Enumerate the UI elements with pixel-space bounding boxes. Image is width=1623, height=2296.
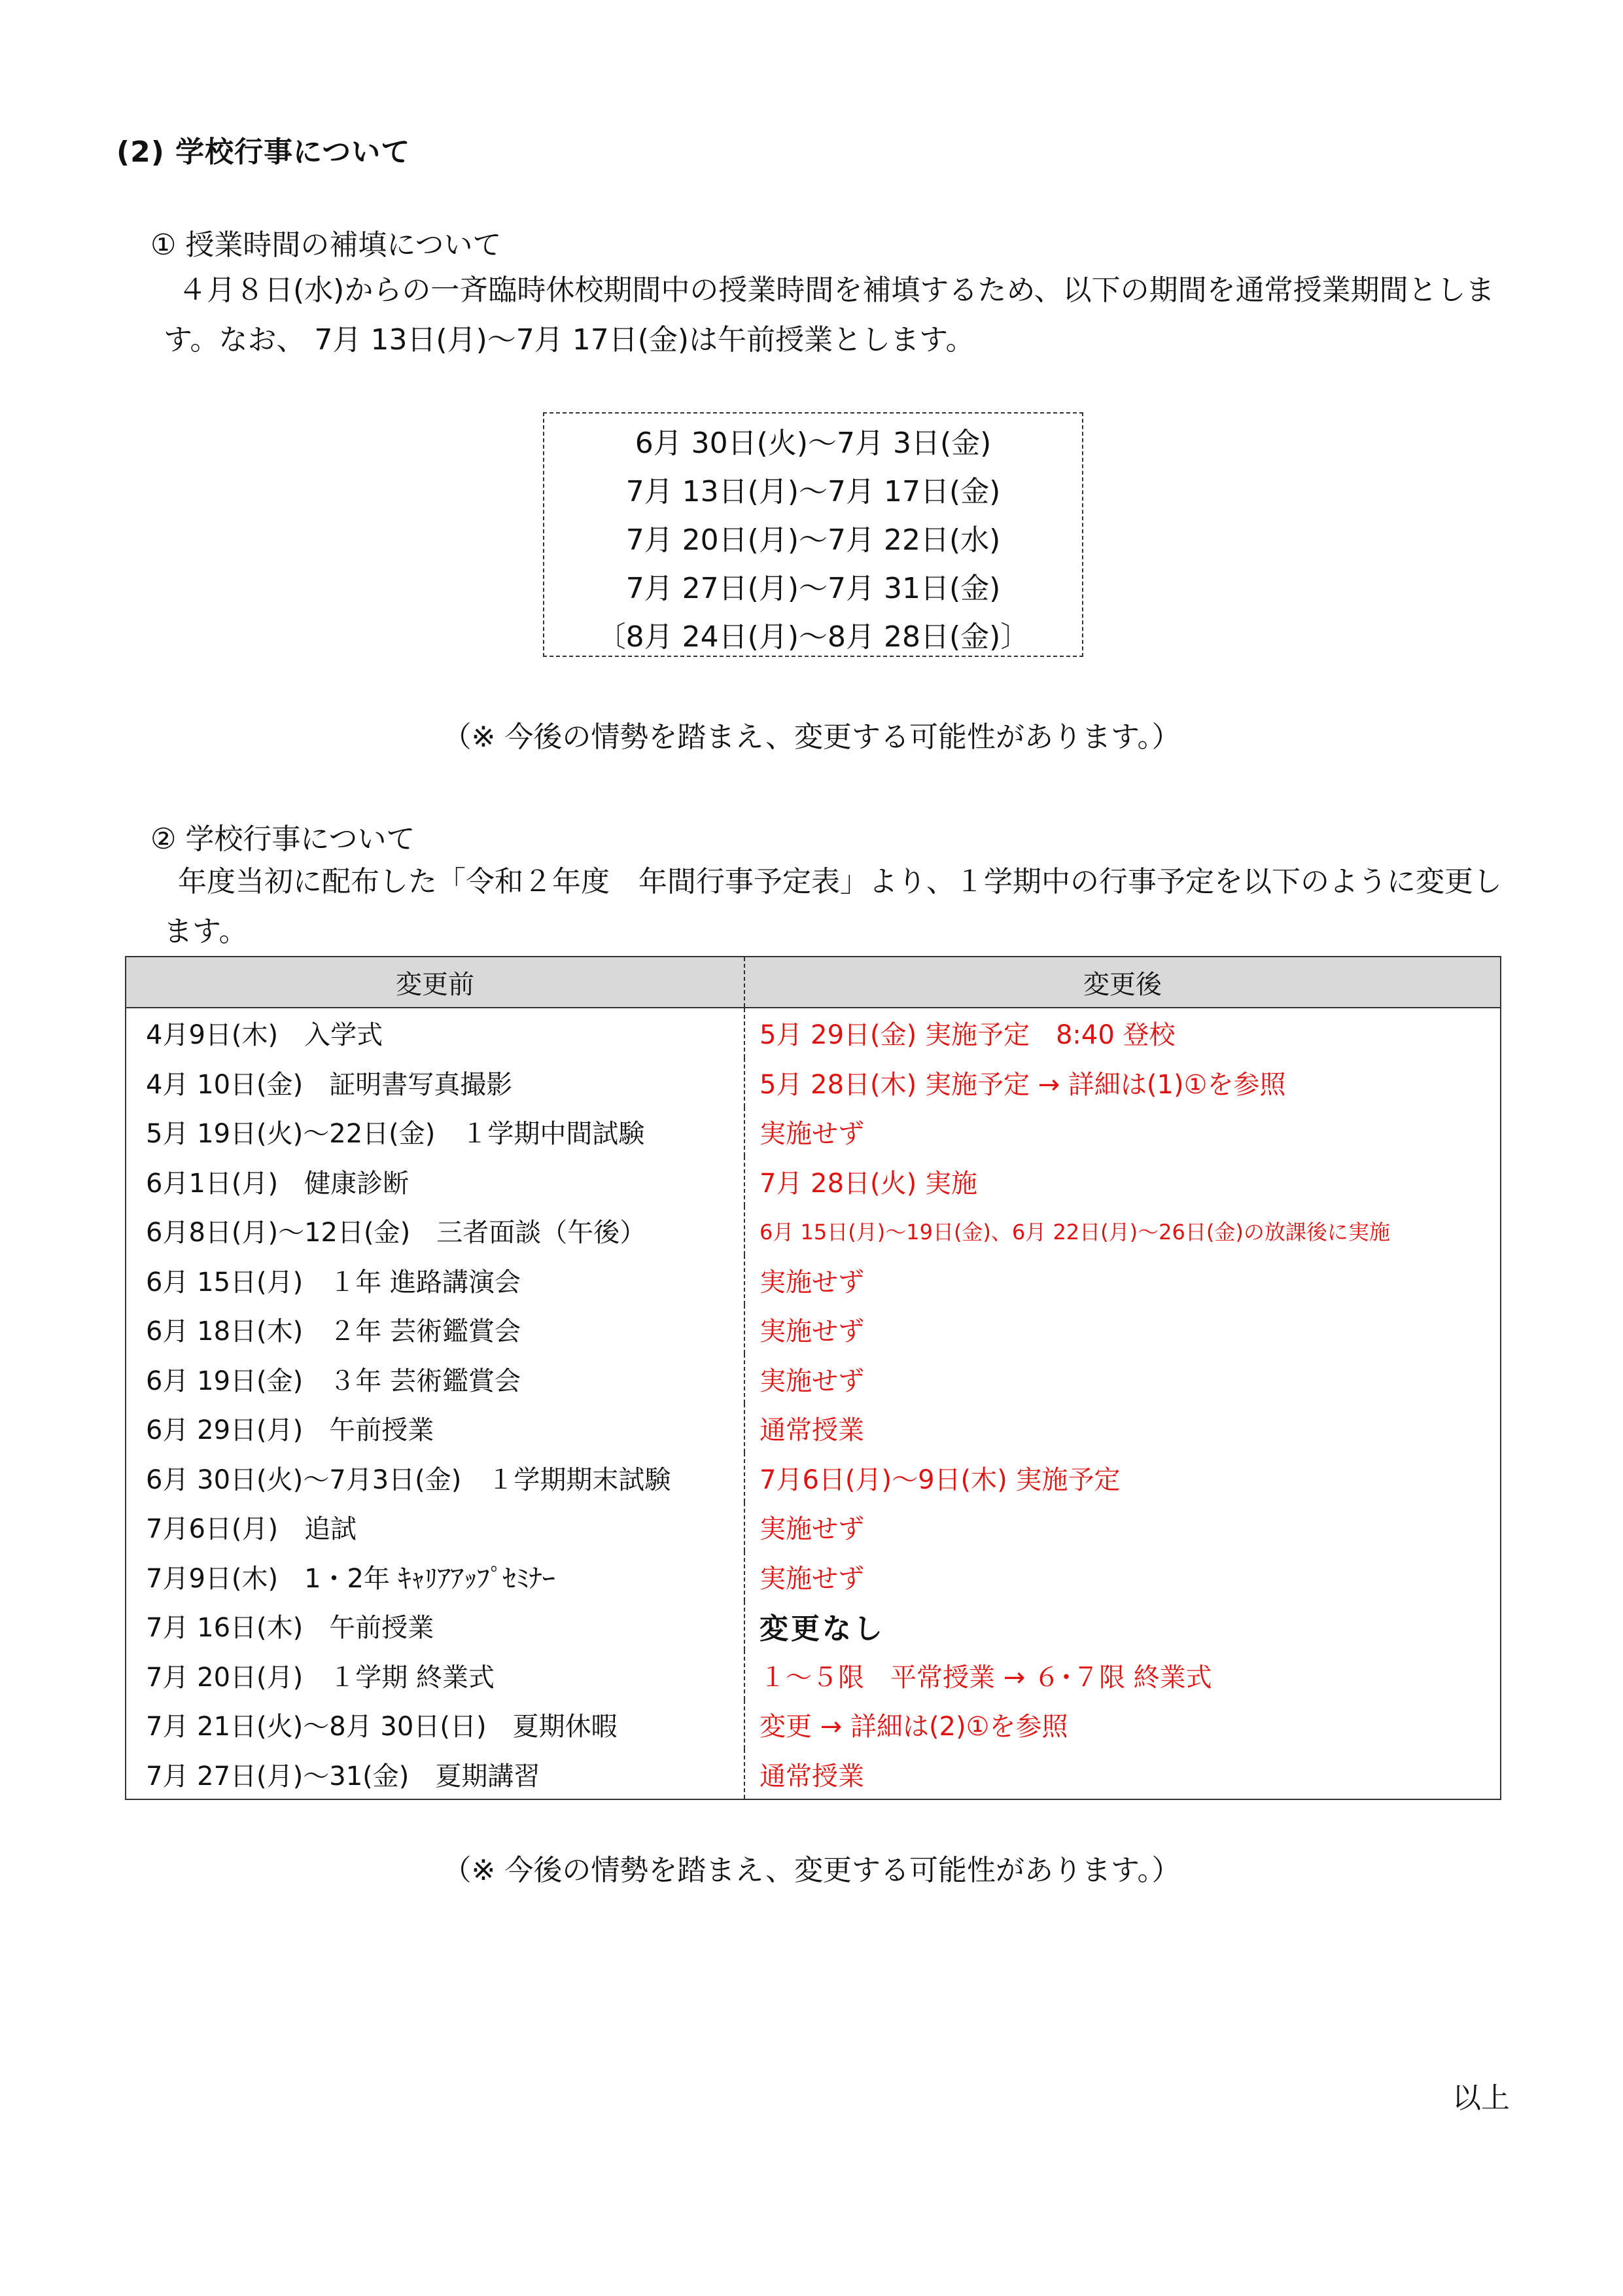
cell-before: 6月1日(月) 健康診断 [126,1156,744,1205]
cell-after: 実施せず [759,1119,864,1150]
cell-before: 6月 15日(月) １年 進路講演会 [126,1255,744,1304]
cell-after: 実施せず [759,1267,864,1298]
table-row [126,1551,1501,1600]
cell-before: 7月6日(月) 追試 [126,1502,744,1551]
section1-note: （※ 今後の情勢を踏まえ、変更する可能性があります。） [442,720,1181,754]
cell-before: 6月 30日(火)～7月3日(金) １学期期末試験 [126,1453,744,1502]
cell-before: 4月9日(木) 入学式 [126,1008,744,1058]
cell-after: 6月 15日(月)～19日(金)、6月 22日(月)～26日(金)の放課後に実施 [759,1219,1390,1245]
period-item: 〔8月 24日(月)～8月 28日(金)〕 [597,620,1030,654]
table-row [126,1700,1501,1749]
cell-before: 7月9日(木) 1・2年 ｷｬﾘｱｱｯﾌﾟｾﾐﾅｰ [126,1551,744,1600]
table-row [126,1008,1501,1058]
cell-before: 7月 20日(月) １学期 終業式 [126,1650,744,1699]
cell-after: 実施せず [759,1366,864,1396]
section2-note: （※ 今後の情勢を踏まえ、変更する可能性があります。） [442,1854,1181,1887]
section1-paragraph: ４月８日(水)からの一斉臨時休校期間中の授業時間を補填するため、以下の期間を通常授業期間とします。なお、 7月 13日(月)～7月 17日(金)は午前授業とします。 [164,274,1495,357]
cell-after: 変更なし [759,1612,885,1646]
cell-after: １～５限 平常授業 → ６･７限 終業式 [759,1662,1212,1693]
period-box [543,412,1083,657]
cell-after: 5月 29日(金) 実施予定 8:40 登校 [759,1020,1176,1051]
cell-before: 7月 16日(木) 午前授業 [126,1601,744,1650]
section2-paragraph: 年度当初に配布した「令和２年度 年間行事予定表」より、１学期中の行事予定を以下のように変更します。 [164,865,1502,948]
period-item: 6月 30日(火)～7月 3日(金) [635,427,992,460]
table-row [126,1650,1501,1699]
closing-text: 以上 [1452,2081,1510,2115]
period-item: 7月 20日(月)～7月 22日(水) [625,523,1001,557]
cell-before: 6月 19日(金) ３年 芸術鑑賞会 [126,1354,744,1403]
table-row [126,1058,1501,1107]
cell-before: 4月 10日(金) 証明書写真撮影 [126,1058,744,1107]
table-row [126,1354,1501,1403]
section2-title: ② 学校行事について [150,822,415,856]
table-row [126,1156,1501,1205]
header-after: 変更後 [744,957,1501,1008]
table-row [126,1453,1501,1502]
table-row [126,1601,1501,1650]
table-row [126,1206,1501,1255]
cell-before: 6月 29日(月) 午前授業 [126,1404,744,1453]
cell-before: 5月 19日(火)～22日(金) １学期中間試験 [126,1107,744,1156]
cell-after: 実施せず [759,1563,864,1594]
table-row [126,1255,1501,1304]
table-row [126,1305,1501,1354]
cell-after: 7月6日(月)～9日(木) 実施予定 [759,1464,1121,1495]
schedule-change-table [125,956,1501,1800]
table-row [126,1107,1501,1156]
cell-after: 変更 → 詳細は(2)①を参照 [759,1712,1068,1742]
table-header-row [126,957,1501,1008]
cell-after: 7月 28日(火) 実施 [759,1168,977,1199]
cell-before: 7月 21日(火)～8月 30日(日) 夏期休暇 [126,1700,744,1749]
cell-before: 7月 27日(月)～31(金) 夏期講習 [126,1749,744,1799]
table-row [126,1404,1501,1453]
section1-title: ① 授業時間の補填について [150,228,502,262]
cell-after: 実施せず [759,1514,864,1545]
cell-after: 5月 28日(木) 実施予定 → 詳細は(1)①を参照 [759,1069,1286,1100]
cell-before: 6月8日(月)～12日(金) 三者面談（午後） [126,1206,744,1255]
period-item: 7月 27日(月)～7月 31日(金) [625,572,1001,605]
cell-after: 通常授業 [759,1415,864,1446]
table-row [126,1502,1501,1551]
cell-after: 実施せず [759,1316,864,1347]
cell-after: 通常授業 [759,1761,864,1792]
header-before: 変更前 [126,957,744,1008]
cell-before: 6月 18日(木) ２年 芸術鑑賞会 [126,1305,744,1354]
table-row [126,1749,1501,1799]
period-item: 7月 13日(月)～7月 17日(金) [625,475,1001,508]
section-heading: (2) 学校行事について [116,135,411,169]
